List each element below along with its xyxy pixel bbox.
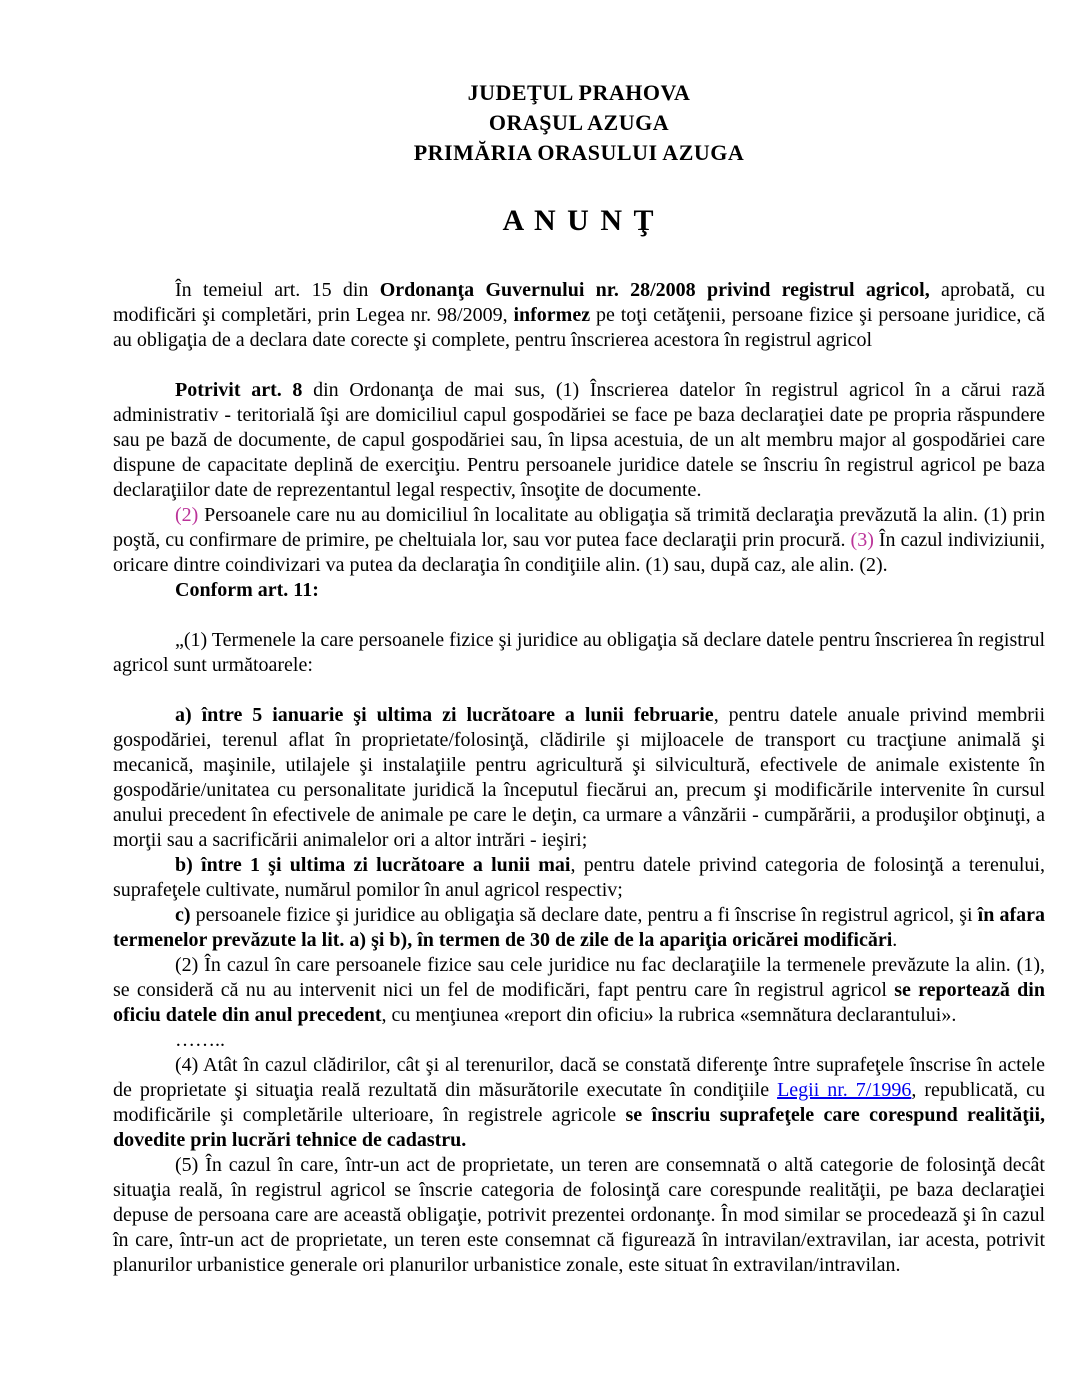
- paragraph-alin-5: [113, 1153, 1045, 1278]
- header-line-county: JUDEŢUL PRAHOVA: [467, 80, 691, 105]
- document-body: [113, 278, 1045, 1278]
- body-text: pe toţi cetăţenii, persoane fizice şi persoane juridice, că au obligaţia de a declara date corecte şi complete, pentru înscrierea acestora în registrul agricol: [113, 304, 1045, 351]
- body-text: din Ordonanţa de mai sus, (1) Înscrierea datelor în registrul agricol în a cărui rază administrativ - teritorială îşi are domiciliul capul gospodăriei se face pe baza declaraţiei date pe propria răspundere sau pe bază de documente, de capul gospodăriei sau, în lipsa acestuia, de un alt membru major al gospodăriei care dispune de capacitate deplină de exerciţiu. Pentru persoanele juridice datele se înscriu în registrul agricol pe baza declaraţiilor date de reprezentantul legal respectiv, însoţite de documente.: [113, 379, 1045, 501]
- magenta-marker: (3): [850, 529, 874, 551]
- body-text: ……..: [175, 1029, 225, 1051]
- body-text: .: [892, 929, 898, 951]
- paragraph-art8: [113, 378, 1045, 503]
- body-text: În cazul indiviziunii, oricare dintre coindivizari va putea da declaraţia în condiţiile alin. (1) sau, după caz, ale alin. (2).: [113, 529, 1045, 576]
- paragraph-alin-2-3: [113, 503, 1045, 578]
- bold-text: Ordonanţa Guvernului nr. 28/2008 privind registrul agricol,: [379, 279, 930, 301]
- body-text: persoanele fizice şi juridice au obligaţia să declare date, pentru a fi înscrise în registrul agricol, şi: [190, 904, 978, 926]
- header-line-institution: PRIMĂRIA ORASULUI AZUGA: [413, 140, 745, 165]
- bold-text: b) între 1 şi ultima zi lucrătoare a lunii mai: [175, 854, 571, 876]
- document-title: A N U N Ţ: [502, 204, 656, 237]
- paragraph-litera-c: [113, 903, 1045, 953]
- body-text: , pentru datele anuale privind membrii gospodăriei, terenul aflat în proprietate/folosinţă, clădirile şi mijloacele de transport cu tracţiune animală şi mecanică, maşinile, utilajele şi instalaţiile pentru agricultură şi silvicultură, efectivele de animale existente în gospodărie/unitatea cu personalitate juridică la începutul fiecărui an, precum şi modificările intervenite în cursul anului precedent în efectivele de animale pe care le deţin, ca urmare a vânzării - cumpărării, a produşilor obţinuţi, a morţii sau a sacrificării animalelor ori a altor intrări - ieşiri;: [113, 704, 1046, 851]
- body-text: (4) Atât în cazul clădirilor, cât şi al terenurilor, dacă se constată diferenţe între suprafeţele înscrise în actele de proprietate şi situaţia reală rezultată din măsurătorile executate în condiţiile: [113, 1054, 1045, 1101]
- body-text: , cu menţiunea «report din oficiu» la rubrica «semnătura declarantului».: [381, 1004, 957, 1026]
- paragraph-dots: [113, 1028, 1045, 1053]
- bold-text: în afara termenelor prevăzute la lit. a) şi b), în termen de 30 de zile de la apariţia oricărei modificări: [113, 904, 1045, 951]
- paragraph-alin-4: [113, 1053, 1045, 1153]
- law-link[interactable]: Legii nr. 7/1996: [777, 1079, 912, 1101]
- body-text: Persoanele care nu au domiciliul în localitate au obligaţia să trimită declaraţia prevăzută la alin. (1) prin poştă, cu confirmare de primire, pe cheltuiala lor, sau vor putea face declaraţii prin procură.: [113, 504, 1045, 551]
- body-text: În temeiul art. 15 din: [175, 279, 380, 301]
- body-text: „(1) Termenele la care persoanele fizice şi juridice au obligaţia să declare datele pentru înscrierea în registrul agricol sunt următoarele:: [113, 629, 1046, 676]
- body-text: (5) În cazul în care, într-un act de proprietate, un teren are consemnată o altă categorie de folosinţă decât situaţia reală, în registrul agricol se înscrie categoria de folosinţă care corespunde realităţii, pe baza declaraţiei depuse de persoana care are această obligaţie, potrivit prezentei ordonanţe. În mod similar se procedează şi în cazul în care, într-un act de proprietate, un teren este consemnat că figurează în intravilan/extravilan, iar acesta, potrivit planurilor urbanistice generale ori planurilor urbanistice zonale, este situat în extravilan/intravilan.: [113, 1154, 1045, 1276]
- bold-text: c): [175, 904, 191, 926]
- bold-text: Potrivit art. 8: [175, 379, 303, 401]
- bold-text: se reportează din oficiu datele din anul precedent: [113, 979, 1045, 1026]
- paragraph-litera-a: [113, 703, 1045, 853]
- bold-text: se înscriu suprafeţele care corespund realităţii, dovedite prin lucrări tehnice de cadastru.: [113, 1104, 1045, 1151]
- bold-text: a) între 5 ianuarie şi ultima zi lucrătoare a lunii februarie: [175, 704, 714, 726]
- paragraph-alin-2-report: [113, 953, 1045, 1028]
- magenta-marker: (2): [175, 504, 199, 526]
- body-text: , republicată, cu modificările şi completările ulterioare, în registrele agricole: [113, 1079, 1045, 1126]
- body-text: , pentru datele privind categoria de folosinţă a terenului, suprafeţele cultivate, numărul pomilor în anul agricol respectiv;: [113, 854, 1045, 901]
- paragraph-termene: [113, 628, 1045, 678]
- document-header: [113, 78, 1045, 168]
- paragraph-litera-b: [113, 853, 1045, 903]
- paragraph-intro: [113, 278, 1045, 353]
- header-line-city: ORAŞUL AZUGA: [488, 110, 670, 135]
- body-text: (2) În cazul în care persoanele fizice sau cele juridice nu fac declaraţiile la termenele prevăzute la alin. (1), se consideră că nu au intervenit nici un fel de modificări, fapt pentru care în registrul agricol: [113, 954, 1045, 1001]
- bold-text: informez: [513, 304, 591, 326]
- paragraph-conform-art11: [113, 578, 1045, 603]
- bold-text: Conform art. 11:: [175, 579, 319, 601]
- body-text: aprobată, cu modificări şi completări, prin Legea nr. 98/2009,: [113, 279, 1045, 326]
